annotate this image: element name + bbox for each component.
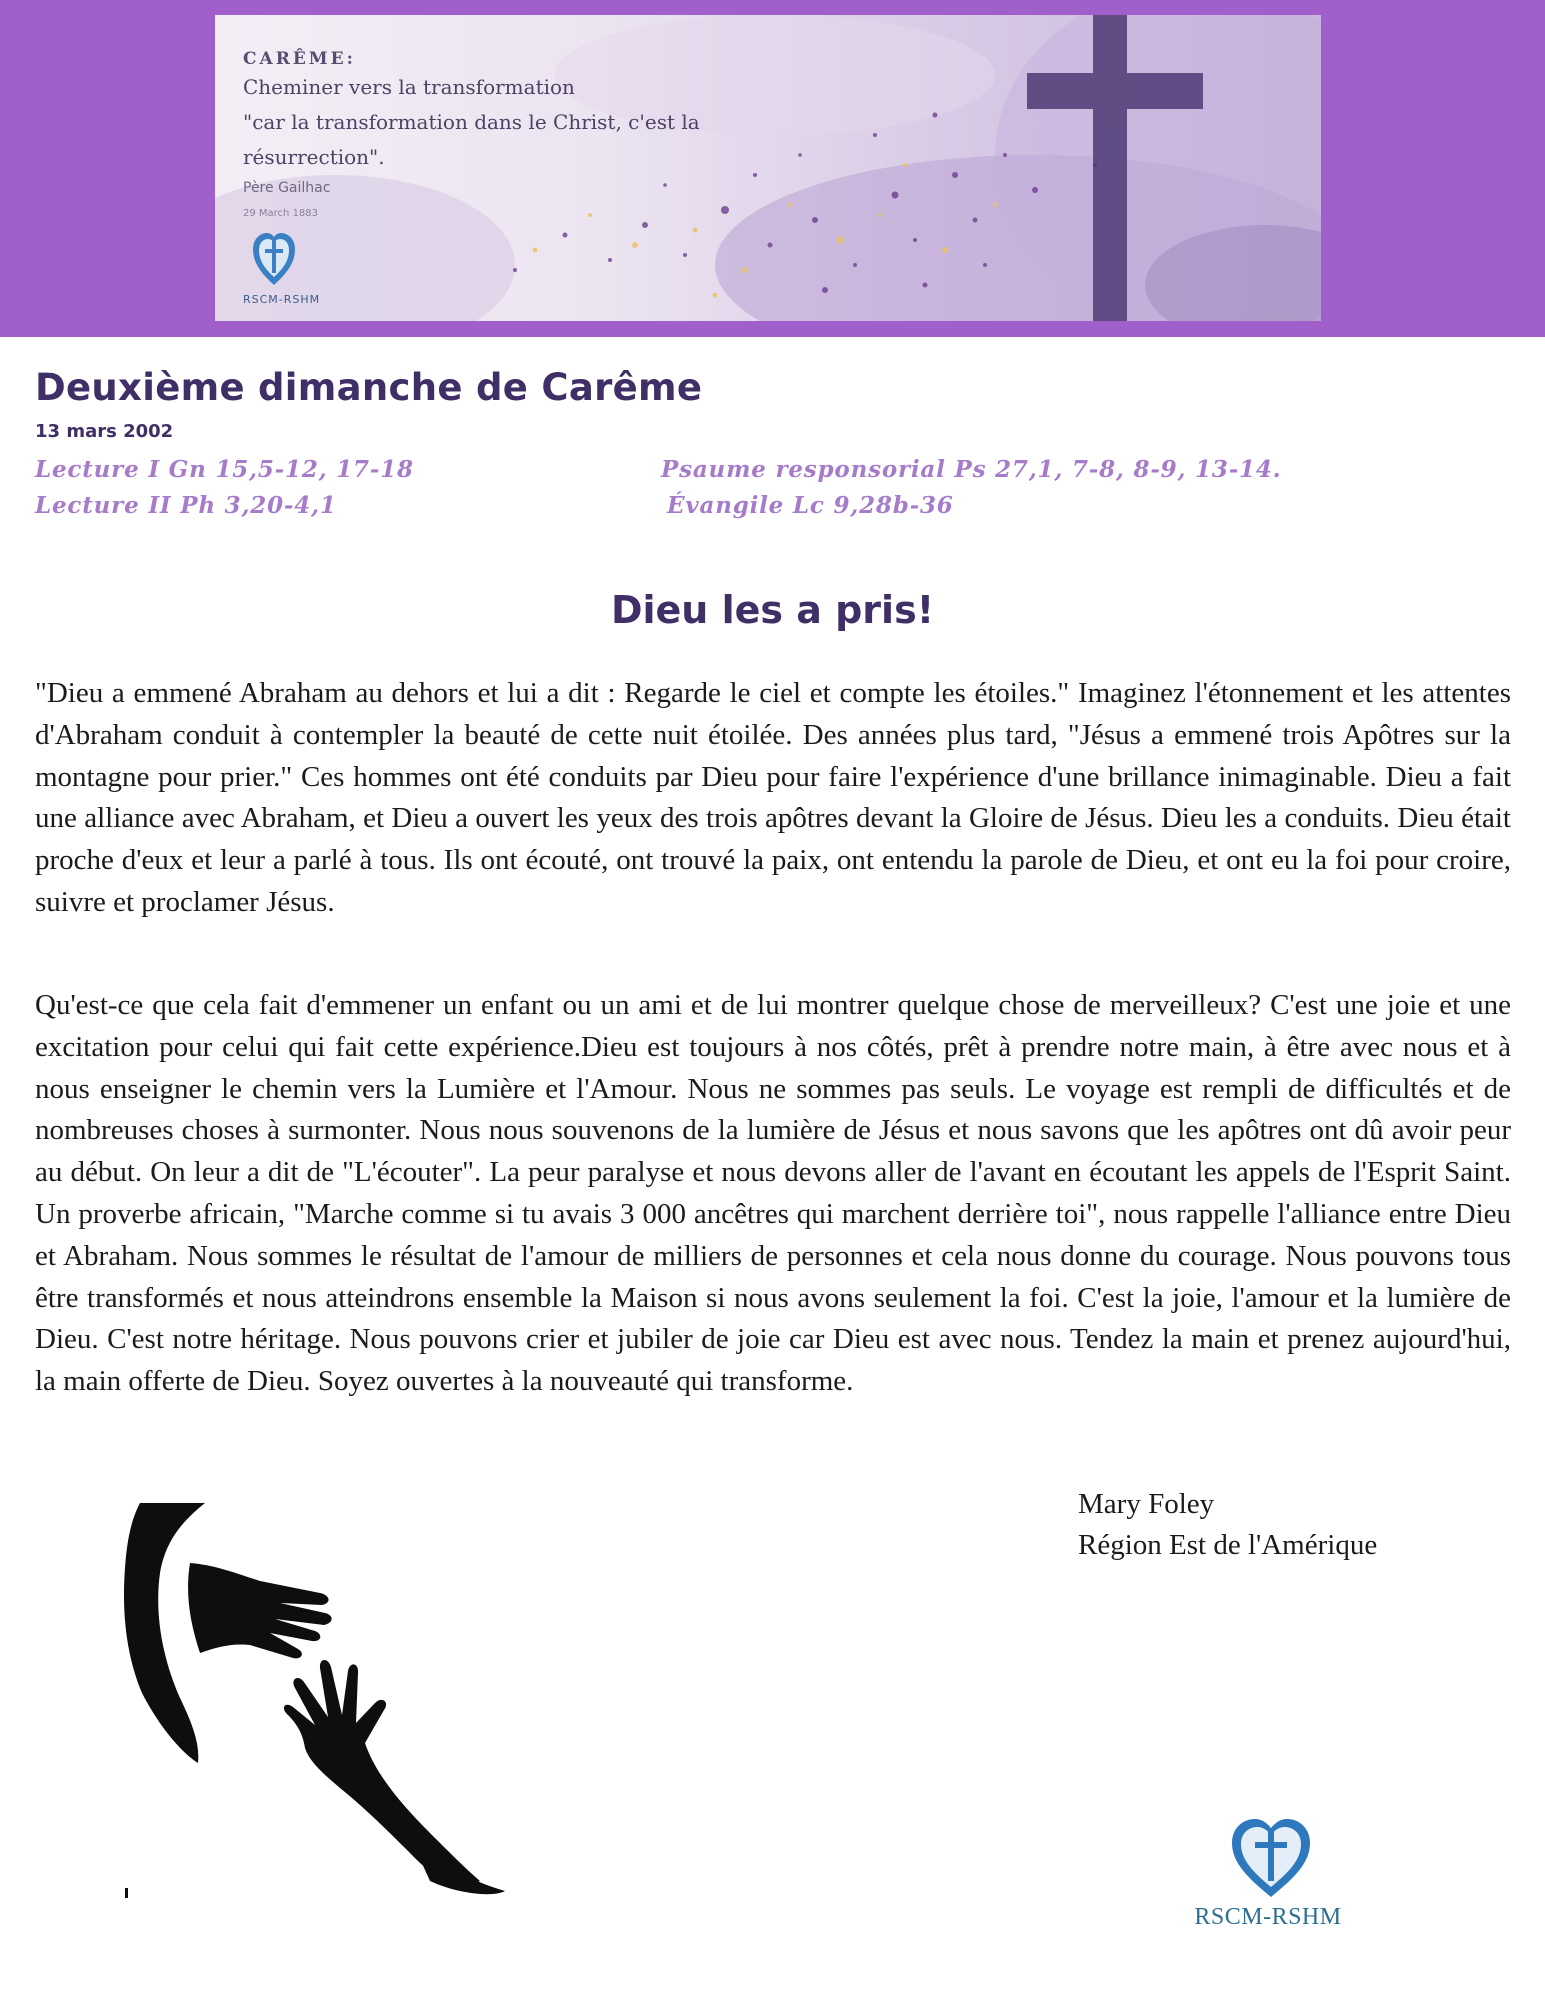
banner-author: Père Gailhac [243, 180, 331, 196]
article-heading: Dieu les a pris! [610, 588, 935, 632]
reaching-hands-icon [120, 1503, 550, 1903]
lent-banner-image [215, 15, 1321, 321]
banner-line-2: "car la transformation dans le Christ, c'est la [243, 110, 700, 134]
reading-lecture-2: Lecture II Ph 3,20-4,1 [35, 492, 337, 519]
article-paragraph-1: "Dieu a emmené Abraham au dehors et lui a dit : Regarde le ciel et compte les étoiles." Imaginez l'étonnement et les attentes d'Abraham conduit à contempler la beauté de cette nuit étoilée. Des années plus tard, "Jésus a emmené trois Apôtres sur la montagne pour prier." Ces hommes ont été conduits par Dieu pour faire l'expérience d'une brillance inimaginable. Dieu a fait une alliance avec Abraham, et Dieu a ouvert les yeux des trois apôtres devant la Gloire de Jésus. Dieu les a conduits. Dieu était proche d'eux et leur a parlé à tous. Ils ont écouté, ont trouvé la paix, ont entendu la parole de Dieu, et ont eu la foi pour croire, suivre et proclamer Jésus. [35, 677, 1511, 918]
signature-region: Région Est de l'Amérique [1078, 1529, 1378, 1561]
rscm-heart-logo-footer-icon [1228, 1815, 1314, 1901]
footer-logo-text: RSCM-RSHM [1194, 1904, 1342, 1930]
banner-line-3: résurrection". [243, 145, 385, 169]
rscm-heart-logo-icon [251, 231, 297, 287]
reading-evangile: Évangile Lc 9,28b-36 [667, 492, 954, 519]
banner-label: CARÊME: [243, 49, 356, 69]
reading-lecture-1: Lecture I Gn 15,5-12, 17-18 [35, 456, 414, 483]
article-paragraph-2: Qu'est-ce que cela fait d'emmener un enfant ou un ami et de lui montrer quelque chose de merveilleux? C'est une joie et une excitation pour celui qui fait cette expérience.Dieu est toujours à nos côtés, prêt à prendre notre main, à être avec nous et à nous enseigner le chemin vers la Lumière et l'Amour. Nous ne sommes pas seuls. Le voyage est rempli de difficultés et de nombreuses choses à surmonter. Nous nous souvenons de la lumière de Jésus et nous savons que les apôtres ont dû avoir peur au début. On leur a dit de "L'écouter". La peur paralyse et nous devons aller de l'avant en écoutant les appels de l'Esprit Saint. Un proverbe africain, "Marche comme si tu avais 3 000 ancêtres qui marchent derrière toi", nous rappelle l'alliance entre Dieu et Abraham. Nous sommes le résultat de l'amour de milliers de personnes et cela nous donne du courage. Nous pouvons tous être transformés et nous atteindrons ensemble la Maison si nous avons seulement la foi. C'est la joie, l'amour et la lumière de Dieu. C'est notre héritage. Nous pouvons crier et jubiler de joie car Dieu est avec nous. Tendez la main et prenez aujourd'hui, la main offerte de Dieu. Soyez ouvertes à la nouveauté qui transforme. [35, 989, 1511, 1398]
header-banner [0, 0, 1545, 337]
reading-psaume: Psaume responsorial Ps 27,1, 7-8, 8-9, 13-14. [661, 456, 1282, 483]
banner-date: 29 March 1883 [243, 208, 319, 219]
banner-logo-text: RSCM-RSHM [243, 293, 321, 306]
signature-name: Mary Foley [1078, 1488, 1215, 1520]
page-date: 13 mars 2002 [35, 421, 174, 442]
banner-line-1: Cheminer vers la transformation [243, 75, 575, 99]
page-title: Deuxième dimanche de Carême [35, 366, 703, 409]
